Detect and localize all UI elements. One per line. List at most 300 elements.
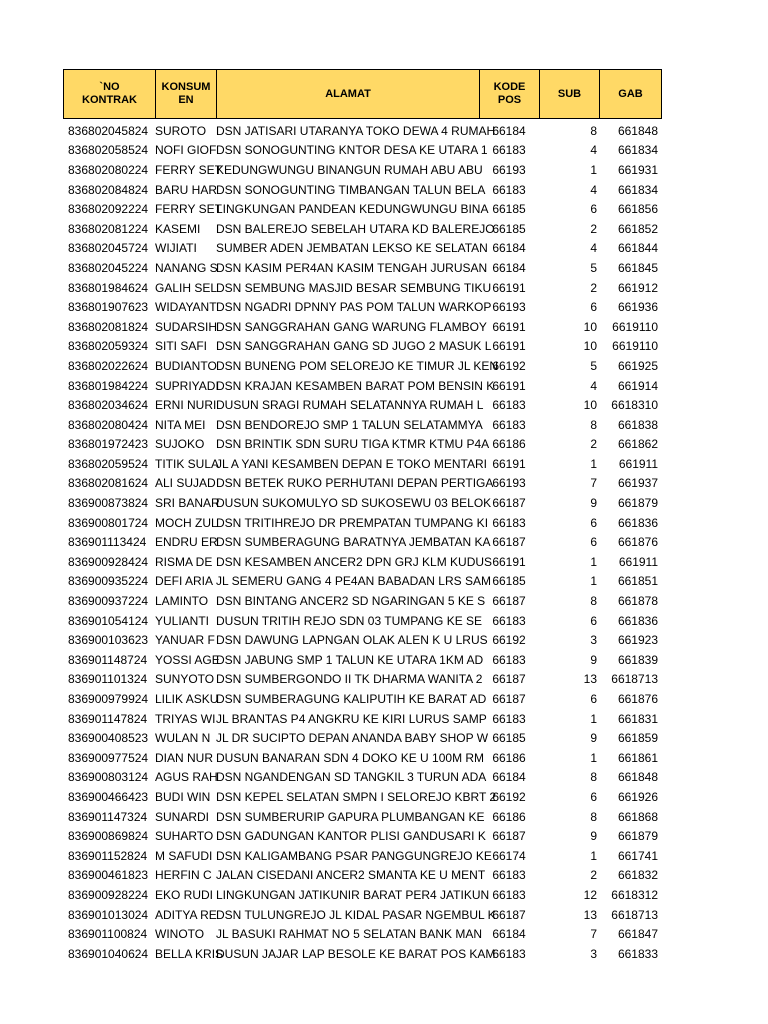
no-kontrak-cell[interactable]: 836802059524 xyxy=(68,456,149,471)
gab-cell[interactable]: 661741 xyxy=(617,848,658,863)
konsumen-cell[interactable]: BARU HAR xyxy=(155,182,218,197)
kode-pos-cell[interactable]: 66193 xyxy=(492,162,526,177)
kode-pos-cell[interactable]: 66191 xyxy=(492,280,526,295)
sub-cell[interactable]: 7 xyxy=(590,927,597,942)
table-row xyxy=(63,258,662,278)
alamat-cell[interactable]: DSN SUMBERAGUNG KALIPUTIH KE BARAT AD xyxy=(216,692,487,707)
alamat-cell[interactable]: DSN KESAMBEN ANCER2 DPN GRJ KLM KUDUS xyxy=(216,554,493,569)
gab-cell[interactable]: 6619110 xyxy=(612,339,658,354)
gab-cell[interactable]: 661852 xyxy=(617,221,658,236)
alamat-cell[interactable]: SUMBER ADEN JEMBATAN LEKSO KE SELATAN xyxy=(216,241,488,256)
alamat-cell[interactable]: DSN BINTANG ANCER2 SD NGARINGAN 5 KE S xyxy=(216,594,486,609)
alamat-cell[interactable]: DSN JABUNG SMP 1 TALUN KE UTARA 1KM AD xyxy=(216,652,484,667)
alamat-cell[interactable]: DSN BUNENG POM SELOREJO KE TIMUR JL KEN xyxy=(216,358,499,373)
alamat-cell[interactable]: JL A YANI KESAMBEN DEPAN E TOKO MENTARI xyxy=(216,456,487,471)
gab-cell[interactable]: 661844 xyxy=(617,241,658,256)
no-kontrak-cell[interactable]: 836900928424 xyxy=(68,554,149,569)
gab-cell[interactable]: 661848 xyxy=(617,770,658,785)
kode-pos-cell[interactable]: 66183 xyxy=(492,182,526,197)
alamat-cell[interactable]: DSN SONOGUNTING TIMBANGAN TALUN BELA xyxy=(216,182,486,197)
spreadsheet xyxy=(63,69,662,964)
sub-cell[interactable]: 10 xyxy=(583,339,597,354)
no-kontrak-cell[interactable]: 836802045724 xyxy=(68,241,149,256)
konsumen-cell[interactable]: ENDRU ER xyxy=(155,535,218,550)
no-kontrak-cell[interactable]: 836900937224 xyxy=(68,594,149,609)
alamat-cell[interactable]: DSN SEMBUNG MASJID BESAR SEMBUNG TIKU xyxy=(216,280,492,295)
kode-pos-cell[interactable]: 66187 xyxy=(492,829,526,844)
no-kontrak-cell[interactable]: 836802045224 xyxy=(68,260,149,275)
sub-cell[interactable]: 6 xyxy=(590,692,597,707)
konsumen-cell[interactable]: LILIK ASKU xyxy=(155,692,219,707)
no-kontrak-cell[interactable]: 836901113424 xyxy=(68,535,147,550)
table-row xyxy=(63,670,662,690)
table-row xyxy=(63,395,662,415)
konsumen-cell[interactable]: LAMINTO xyxy=(155,594,209,609)
gab-cell[interactable]: 661937 xyxy=(617,476,658,491)
alamat-cell[interactable]: JL BRANTAS P4 ANGKRU KE KIRI LURUS SAMP xyxy=(216,711,487,726)
kode-pos-cell[interactable]: 66187 xyxy=(492,692,526,707)
table-row xyxy=(63,141,662,161)
gab-cell[interactable]: 661878 xyxy=(617,594,658,609)
sub-cell[interactable]: 2 xyxy=(590,221,597,236)
sub-cell[interactable]: 6 xyxy=(590,300,597,315)
alamat-cell[interactable]: LINGKUNGAN PANDEAN KEDUNGWUNGU BINA xyxy=(216,202,489,217)
kode-pos-cell[interactable]: 66184 xyxy=(492,241,526,256)
gab-cell[interactable]: 661876 xyxy=(617,535,658,550)
header-kode-pos[interactable]: KODE POS xyxy=(480,70,540,118)
header-konsumen[interactable]: KONSUM EN xyxy=(156,70,217,118)
gab-cell[interactable]: 661859 xyxy=(617,731,658,746)
no-kontrak-cell[interactable]: 836900461823 xyxy=(68,868,149,883)
sub-cell[interactable]: 9 xyxy=(590,652,597,667)
gab-cell[interactable]: 6618310 xyxy=(611,398,658,413)
gab-cell[interactable]: 661834 xyxy=(617,143,658,158)
header-row xyxy=(63,69,662,119)
konsumen-cell[interactable]: GALIH SEL xyxy=(155,280,218,295)
no-kontrak-cell[interactable]: 836900869824 xyxy=(68,829,149,844)
sub-cell[interactable]: 10 xyxy=(583,319,597,334)
sub-cell[interactable]: 1 xyxy=(590,750,597,765)
table-row xyxy=(63,768,662,788)
no-kontrak-cell[interactable]: 836901040624 xyxy=(68,946,149,961)
no-kontrak-cell[interactable]: 836901148724 xyxy=(68,652,148,667)
table-row xyxy=(63,199,662,219)
table-row xyxy=(63,317,662,337)
konsumen-cell[interactable]: TRIYAS WI xyxy=(155,711,216,726)
kode-pos-cell[interactable]: 66193 xyxy=(492,476,526,491)
alamat-cell[interactable]: DSN SUMBERAGUNG BARATNYA JEMBATAN KA xyxy=(216,535,491,550)
kode-pos-cell[interactable]: 66183 xyxy=(492,887,526,902)
konsumen-cell[interactable]: WULAN N xyxy=(155,731,211,746)
konsumen-cell[interactable]: MOCH ZUL xyxy=(155,515,218,530)
kode-pos-cell[interactable]: 66187 xyxy=(492,496,526,511)
table-row xyxy=(63,748,662,768)
gab-cell[interactable]: 661838 xyxy=(617,417,658,432)
konsumen-cell[interactable]: ADITYA RE xyxy=(155,907,217,922)
konsumen-cell[interactable]: SUNYOTO xyxy=(155,672,215,687)
table-row xyxy=(63,591,662,611)
alamat-cell[interactable]: JALAN CISEDANI ANCER2 SMANTA KE U MENT xyxy=(216,868,486,883)
alamat-cell[interactable]: DSN SANGGRAHAN GANG WARUNG FLAMBOY xyxy=(216,319,487,334)
gab-cell[interactable]: 6618312 xyxy=(611,887,658,902)
gab-cell[interactable]: 661847 xyxy=(617,927,658,942)
no-kontrak-cell[interactable]: 836901013024 xyxy=(68,907,149,922)
table-row xyxy=(63,337,662,357)
header-sub[interactable]: SUB xyxy=(540,70,600,118)
konsumen-cell[interactable]: M SAFUDI xyxy=(155,848,213,863)
no-kontrak-cell[interactable]: 836901147324 xyxy=(68,809,148,824)
sub-cell[interactable]: 8 xyxy=(590,123,597,138)
alamat-cell[interactable]: DSN SANGGRAHAN GANG SD JUGO 2 MASUK L xyxy=(216,339,492,354)
konsumen-cell[interactable]: YOSSI AGE xyxy=(155,652,220,667)
no-kontrak-cell[interactable]: 836801984624 xyxy=(68,280,149,295)
kode-pos-cell[interactable]: 66183 xyxy=(492,398,526,413)
alamat-cell[interactable]: JL BASUKI RAHMAT NO 5 SELATAN BANK MAN xyxy=(216,927,483,942)
konsumen-cell[interactable]: BUDI WIN xyxy=(155,789,211,804)
konsumen-cell[interactable]: WIDAYANT xyxy=(155,300,217,315)
sub-cell[interactable]: 1 xyxy=(590,162,597,177)
konsumen-cell[interactable]: SUDARSIH xyxy=(155,319,218,334)
sub-cell[interactable]: 1 xyxy=(590,574,597,589)
sub-cell[interactable]: 12 xyxy=(583,887,597,902)
gab-cell[interactable]: 661861 xyxy=(617,750,658,765)
konsumen-cell[interactable]: ERNI NURI xyxy=(155,398,217,413)
sub-cell[interactable]: 8 xyxy=(590,594,597,609)
konsumen-cell[interactable]: DEFI ARIA xyxy=(155,574,214,589)
kode-pos-cell[interactable]: 66185 xyxy=(492,202,526,217)
alamat-cell[interactable]: DSN BENDOREJO SMP 1 TALUN SELATAMMYA xyxy=(216,417,483,432)
table-row xyxy=(63,474,662,494)
table-row xyxy=(63,121,662,141)
sub-cell[interactable]: 4 xyxy=(590,143,597,158)
table-row xyxy=(63,826,662,846)
table-row xyxy=(63,905,662,925)
konsumen-cell[interactable]: SUJOKO xyxy=(155,437,205,452)
sub-cell[interactable]: 8 xyxy=(590,770,597,785)
kode-pos-cell[interactable]: 66183 xyxy=(492,711,526,726)
konsumen-cell[interactable]: SUROTO xyxy=(155,123,207,138)
alamat-cell[interactable]: DSN BALEREJO SEBELAH UTARA KD BALEREJO xyxy=(216,221,495,236)
alamat-cell[interactable]: DSN SUMBERURIP GAPURA PLUMBANGAN KE xyxy=(216,809,485,824)
konsumen-cell[interactable]: BELLA KRIS xyxy=(155,946,224,961)
kode-pos-cell[interactable]: 66183 xyxy=(492,515,526,530)
konsumen-cell[interactable]: NOFI GIOF xyxy=(155,143,217,158)
no-kontrak-cell[interactable]: 836900928224 xyxy=(68,887,149,902)
kode-pos-cell[interactable]: 66184 xyxy=(492,770,526,785)
sub-cell[interactable]: 2 xyxy=(590,437,597,452)
kode-pos-cell[interactable]: 66187 xyxy=(492,907,526,922)
sub-cell[interactable]: 1 xyxy=(590,848,597,863)
konsumen-cell[interactable]: EKO RUDI xyxy=(155,887,214,902)
kode-pos-cell[interactable]: 66186 xyxy=(492,809,526,824)
konsumen-cell[interactable]: SUNARDI xyxy=(155,809,210,824)
table-row xyxy=(63,415,662,435)
header-no-kontrak[interactable]: `NO KONTRAK xyxy=(64,70,156,118)
konsumen-cell[interactable]: WINOTO xyxy=(155,927,205,942)
konsumen-cell[interactable]: DIAN NUR xyxy=(155,750,214,765)
gab-cell[interactable]: 661845 xyxy=(617,260,658,275)
gab-cell[interactable]: 661839 xyxy=(617,652,658,667)
konsumen-cell[interactable]: SRI BANAR xyxy=(155,496,220,511)
konsumen-cell[interactable]: BUDIANTO xyxy=(155,358,217,373)
sub-cell[interactable]: 6 xyxy=(590,613,597,628)
sub-cell[interactable]: 1 xyxy=(590,711,597,726)
sub-cell[interactable]: 13 xyxy=(583,672,597,687)
table-row xyxy=(63,278,662,298)
gab-cell[interactable]: 661831 xyxy=(617,711,658,726)
kode-pos-cell[interactable]: 66184 xyxy=(492,927,526,942)
kode-pos-cell[interactable]: 66191 xyxy=(492,319,526,334)
gab-cell[interactable]: 661914 xyxy=(617,378,658,393)
no-kontrak-cell[interactable]: 836802080224 xyxy=(68,162,149,177)
table-row xyxy=(63,356,662,376)
gab-cell[interactable]: 6618713 xyxy=(611,907,658,922)
no-kontrak-cell[interactable]: 836802058524 xyxy=(68,143,149,158)
konsumen-cell[interactable]: YANUAR F xyxy=(155,633,215,648)
no-kontrak-cell[interactable]: 836900103623 xyxy=(68,633,149,648)
gab-cell[interactable]: 661833 xyxy=(617,946,658,961)
table-row xyxy=(63,572,662,592)
data-rows xyxy=(63,121,662,964)
no-kontrak-cell[interactable]: 836901147824 xyxy=(68,711,148,726)
kode-pos-cell[interactable]: 66191 xyxy=(492,339,526,354)
no-kontrak-cell[interactable]: 836801972423 xyxy=(68,437,149,452)
gab-cell[interactable]: 661862 xyxy=(617,437,658,452)
gab-cell[interactable]: 661931 xyxy=(617,162,658,177)
konsumen-cell[interactable]: HERFIN C xyxy=(155,868,212,883)
alamat-cell[interactable]: JL DR SUCIPTO DEPAN ANANDA BABY SHOP W xyxy=(216,731,489,746)
table-row xyxy=(63,866,662,886)
kode-pos-cell[interactable]: 66187 xyxy=(492,594,526,609)
table-row xyxy=(63,493,662,513)
no-kontrak-cell[interactable]: 836802022624 xyxy=(68,358,149,373)
no-kontrak-cell[interactable]: 836900803124 xyxy=(68,770,149,785)
no-kontrak-cell[interactable]: 836801907623 xyxy=(68,300,149,315)
no-kontrak-cell[interactable]: 836802081224 xyxy=(68,221,149,236)
alamat-cell[interactable]: DSN NGADRI DPNNY PAS POM TALUN WARKOP xyxy=(216,300,492,315)
kode-pos-cell[interactable]: 66183 xyxy=(492,417,526,432)
konsumen-cell[interactable]: NITA MEI xyxy=(155,417,206,432)
kode-pos-cell[interactable]: 66192 xyxy=(492,358,526,373)
alamat-cell[interactable]: DSN TULUNGREJO JL KIDAL PASAR NGEMBUL K xyxy=(216,907,496,922)
alamat-cell[interactable]: DUSUN JAJAR LAP BESOLE KE BARAT POS KAM xyxy=(216,946,496,961)
header-gab[interactable]: GAB xyxy=(618,87,643,100)
alamat-cell[interactable]: DSN BRINTIK SDN SURU TIGA KTMR KTMU P4A xyxy=(216,437,490,452)
alamat-cell[interactable]: LINGKUNGAN JATIKUNIR BARAT PER4 JATIKUN xyxy=(216,887,490,902)
no-kontrak-cell[interactable]: 836901152824 xyxy=(68,848,148,863)
no-kontrak-cell[interactable]: 836900466423 xyxy=(68,789,149,804)
table-row xyxy=(63,297,662,317)
konsumen-cell[interactable]: NANANG S xyxy=(155,260,218,275)
kode-pos-cell[interactable]: 66192 xyxy=(492,633,526,648)
table-row xyxy=(63,709,662,729)
gab-cell[interactable]: 661856 xyxy=(617,202,658,217)
no-kontrak-cell[interactable]: 836802034624 xyxy=(68,398,149,413)
gab-cell[interactable]: 661836 xyxy=(617,515,658,530)
konsumen-cell[interactable]: FERRY SET xyxy=(155,202,222,217)
gab-cell[interactable]: 6618713 xyxy=(611,672,658,687)
sub-cell[interactable]: 6 xyxy=(590,202,597,217)
konsumen-cell[interactable]: WIJIATI xyxy=(155,241,197,256)
no-kontrak-cell[interactable]: 836802045824 xyxy=(68,123,149,138)
alamat-cell[interactable]: DSN KEPEL SELATAN SMPN I SELOREJO KBRT 2 xyxy=(216,789,497,804)
kode-pos-cell[interactable]: 66186 xyxy=(492,437,526,452)
sub-cell[interactable]: 1 xyxy=(590,554,597,569)
kode-pos-cell[interactable]: 66185 xyxy=(492,731,526,746)
gab-cell[interactable]: 661911 xyxy=(618,456,658,471)
kode-pos-cell[interactable]: 66183 xyxy=(492,143,526,158)
alamat-cell[interactable]: DSN JATISARI UTARANYA TOKO DEWA 4 RUMAH xyxy=(216,123,496,138)
sub-cell[interactable]: 2 xyxy=(590,868,597,883)
table-row xyxy=(63,630,662,650)
konsumen-cell[interactable]: SUPRIYADI xyxy=(155,378,219,393)
sub-cell[interactable]: 3 xyxy=(590,946,597,961)
kode-pos-cell[interactable]: 66191 xyxy=(492,378,526,393)
sub-cell[interactable]: 4 xyxy=(590,378,597,393)
table-row xyxy=(63,944,662,964)
no-kontrak-cell[interactable]: 836900979924 xyxy=(68,692,149,707)
gab-cell[interactable]: 661879 xyxy=(617,496,658,511)
no-kontrak-cell[interactable]: 836901101324 xyxy=(68,672,148,687)
sub-cell[interactable]: 8 xyxy=(590,809,597,824)
konsumen-cell[interactable]: AGUS RAH xyxy=(155,770,218,785)
sub-cell[interactable]: 13 xyxy=(583,907,597,922)
konsumen-cell[interactable]: RISMA DE xyxy=(155,554,213,569)
alamat-cell[interactable]: DSN TRITIHREJO DR PREMPATAN TUMPANG KI xyxy=(216,515,489,530)
gab-cell[interactable]: 661911 xyxy=(618,554,658,569)
alamat-cell[interactable]: DSN NGANDENGAN SD TANGKIL 3 TURUN ADA xyxy=(216,770,487,785)
kode-pos-cell[interactable]: 66185 xyxy=(492,574,526,589)
alamat-cell[interactable]: DSN GADUNGAN KANTOR PLISI GANDUSARI K xyxy=(216,829,486,844)
sub-cell[interactable]: 6 xyxy=(590,789,597,804)
table-row xyxy=(63,611,662,631)
sub-cell[interactable]: 2 xyxy=(590,280,597,295)
kode-pos-cell[interactable]: 66186 xyxy=(492,750,526,765)
gab-cell[interactable]: 661848 xyxy=(617,123,658,138)
alamat-cell[interactable]: DSN KALIGAMBANG PSAR PANGGUNGREJO KE xyxy=(216,848,492,863)
kode-pos-cell[interactable]: 66183 xyxy=(492,946,526,961)
table-row xyxy=(63,532,662,552)
kode-pos-cell[interactable]: 66183 xyxy=(492,613,526,628)
no-kontrak-cell[interactable]: 836900801724 xyxy=(68,515,149,530)
no-kontrak-cell[interactable]: 836802081624 xyxy=(68,476,149,491)
alamat-cell[interactable]: DSN SONOGUNTING KNTOR DESA KE UTARA 1 xyxy=(216,143,488,158)
sub-cell[interactable]: 9 xyxy=(590,731,597,746)
gab-cell[interactable]: 661926 xyxy=(617,789,658,804)
sub-cell[interactable]: 9 xyxy=(590,496,597,511)
gab-cell[interactable]: 661879 xyxy=(617,829,658,844)
no-kontrak-cell[interactable]: 836802084824 xyxy=(68,182,149,197)
kode-pos-cell[interactable]: 66184 xyxy=(492,123,526,138)
kode-pos-cell[interactable]: 66174 xyxy=(492,848,526,863)
konsumen-cell[interactable]: KASEMI xyxy=(155,221,201,236)
gab-cell[interactable]: 661925 xyxy=(617,358,658,373)
table-row xyxy=(63,728,662,748)
gab-cell[interactable]: 6619110 xyxy=(612,319,658,334)
alamat-cell[interactable]: JL SEMERU GANG 4 PE4AN BABADAN LRS SAM xyxy=(216,574,491,589)
sub-cell[interactable]: 9 xyxy=(590,829,597,844)
table-row xyxy=(63,513,662,533)
konsumen-cell[interactable]: SUHARTO xyxy=(155,829,214,844)
no-kontrak-cell[interactable]: 836900977524 xyxy=(68,750,149,765)
alamat-cell[interactable]: DUSUN SUKOMULYO SD SUKOSEWU 03 BELOK xyxy=(216,496,492,511)
gab-cell[interactable]: 661923 xyxy=(617,633,658,648)
sub-cell[interactable]: 10 xyxy=(583,398,597,413)
gab-cell[interactable]: 661834 xyxy=(617,182,658,197)
sub-cell[interactable]: 5 xyxy=(590,260,597,275)
table-row xyxy=(63,160,662,180)
gab-cell[interactable]: 661836 xyxy=(617,613,658,628)
sub-cell[interactable]: 3 xyxy=(590,633,597,648)
no-kontrak-cell[interactable]: 836801984224 xyxy=(68,378,149,393)
kode-pos-cell[interactable]: 66185 xyxy=(492,221,526,236)
sub-cell[interactable]: 6 xyxy=(590,515,597,530)
konsumen-cell[interactable]: SITI SAFI xyxy=(155,339,208,354)
alamat-cell[interactable]: DUSUN TRITIH REJO SDN 03 TUMPANG KE SE xyxy=(216,613,483,628)
sub-cell[interactable]: 1 xyxy=(590,456,597,471)
sub-cell[interactable]: 4 xyxy=(590,182,597,197)
gab-cell[interactable]: 661876 xyxy=(617,692,658,707)
alamat-cell[interactable]: KEDUNGWUNGU BINANGUN RUMAH ABU ABU xyxy=(216,162,483,177)
gab-cell[interactable]: 661936 xyxy=(617,300,658,315)
kode-pos-cell[interactable]: 66187 xyxy=(492,535,526,550)
alamat-cell[interactable]: DUSUN BANARAN SDN 4 DOKO KE U 100M RM xyxy=(216,750,485,765)
gab-cell[interactable]: 661832 xyxy=(617,868,658,883)
table-row xyxy=(63,787,662,807)
no-kontrak-cell[interactable]: 836802092224 xyxy=(68,202,149,217)
no-kontrak-cell[interactable]: 836802080424 xyxy=(68,417,149,432)
alamat-cell[interactable]: DSN BETEK RUKO PERHUTANI DEPAN PERTIGA xyxy=(216,476,494,491)
no-kontrak-cell[interactable]: 836900873824 xyxy=(68,496,149,511)
sub-cell[interactable]: 6 xyxy=(590,535,597,550)
alamat-cell[interactable]: DSN KASIM PER4AN KASIM TENGAH JURUSAN xyxy=(216,260,488,275)
no-kontrak-cell[interactable]: 836802081824 xyxy=(68,319,149,334)
table-row xyxy=(63,650,662,670)
no-kontrak-cell[interactable]: 836901054124 xyxy=(68,613,149,628)
konsumen-cell[interactable]: YULIANTI xyxy=(155,613,210,628)
alamat-cell[interactable]: DSN DAWUNG LAPNGAN OLAK ALEN K U LRUS xyxy=(216,633,488,648)
sub-cell[interactable]: 7 xyxy=(590,476,597,491)
kode-pos-cell[interactable]: 66192 xyxy=(492,789,526,804)
no-kontrak-cell[interactable]: 836802059324 xyxy=(68,339,149,354)
no-kontrak-cell[interactable]: 836900935224 xyxy=(68,574,149,589)
sub-cell[interactable]: 8 xyxy=(590,417,597,432)
kode-pos-cell[interactable]: 66193 xyxy=(492,300,526,315)
kode-pos-cell[interactable]: 66184 xyxy=(492,260,526,275)
header-alamat[interactable]: ALAMAT xyxy=(217,70,480,118)
konsumen-cell[interactable]: ALI SUJAD xyxy=(155,476,216,491)
gab-cell[interactable]: 661868 xyxy=(617,809,658,824)
konsumen-cell[interactable]: FERRY SET xyxy=(155,162,222,177)
table-row xyxy=(63,239,662,259)
sub-cell[interactable]: 4 xyxy=(590,241,597,256)
no-kontrak-cell[interactable]: 836900408523 xyxy=(68,731,149,746)
kode-pos-cell[interactable]: 66187 xyxy=(492,672,526,687)
alamat-cell[interactable]: DSN SUMBERGONDO II TK DHARMA WANITA 2 xyxy=(216,672,483,687)
kode-pos-cell[interactable]: 66191 xyxy=(492,554,526,569)
alamat-cell[interactable]: DUSUN SRAGI RUMAH SELATANNYA RUMAH L xyxy=(216,398,484,413)
gab-cell[interactable]: 661912 xyxy=(617,280,658,295)
kode-pos-cell[interactable]: 66191 xyxy=(492,456,526,471)
kode-pos-cell[interactable]: 66183 xyxy=(492,868,526,883)
gab-cell[interactable]: 661851 xyxy=(617,574,658,589)
table-row xyxy=(63,552,662,572)
no-kontrak-cell[interactable]: 836901100824 xyxy=(68,927,148,942)
sub-cell[interactable]: 5 xyxy=(590,358,597,373)
kode-pos-cell[interactable]: 66183 xyxy=(492,652,526,667)
alamat-cell[interactable]: DSN KRAJAN KESAMBEN BARAT POM BENSIN K xyxy=(216,378,495,393)
konsumen-cell[interactable]: TITIK SULA xyxy=(155,456,220,471)
